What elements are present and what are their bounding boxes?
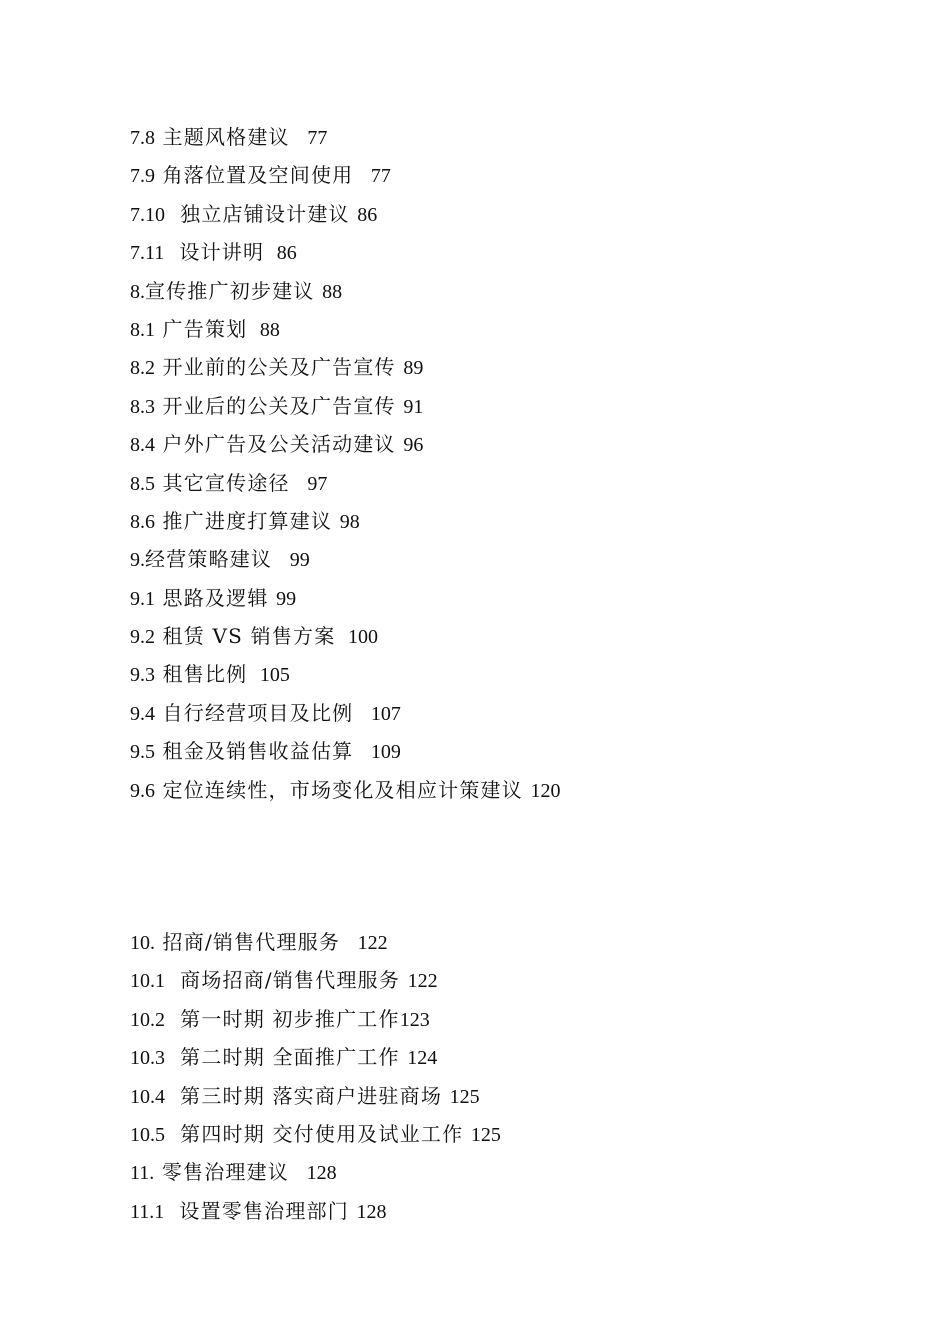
toc-entry[interactable] <box>130 1192 501 1230</box>
toc-entry[interactable] <box>130 195 561 233</box>
entry-number: 9.2 <box>130 626 155 649</box>
toc-entry[interactable] <box>130 579 561 617</box>
entry-title: 设计讲明 <box>164 240 272 265</box>
entry-number: 10.5 <box>130 1123 165 1146</box>
entry-page: 107 <box>360 702 401 725</box>
toc-entry[interactable] <box>130 348 561 386</box>
entry-page: 86 <box>357 203 378 226</box>
entry-number: 8.2 <box>130 357 155 380</box>
entry-number: 7.10 <box>130 203 165 226</box>
entry-number: 10.1 <box>130 970 165 993</box>
toc-section-1 <box>130 118 561 809</box>
entry-page: 88 <box>322 280 343 303</box>
entry-title: 招商/销售代理服务 <box>155 930 348 954</box>
toc-entry[interactable] <box>130 118 561 156</box>
entry-title: 第三时期 落实商户进驻商场 <box>165 1083 450 1108</box>
toc-entry[interactable] <box>130 387 561 425</box>
toc-entry[interactable] <box>130 425 561 463</box>
toc-entry[interactable] <box>130 1038 501 1076</box>
toc-entry[interactable] <box>130 1153 501 1191</box>
entry-number: 8.6 <box>130 510 155 533</box>
entry-number: 7.11 <box>130 242 165 265</box>
entry-title: 设置零售治理部门 <box>164 1198 357 1223</box>
entry-title: 角落位置及空间使用 <box>155 163 361 188</box>
toc-entry[interactable] <box>130 1115 501 1153</box>
entry-number: 9. <box>130 549 145 572</box>
entry-page: 91 <box>403 395 424 418</box>
entry-page: 122 <box>407 970 438 993</box>
toc-entry[interactable] <box>130 233 561 271</box>
entry-page: 120 <box>530 779 561 802</box>
toc-entry[interactable] <box>130 617 561 655</box>
entry-page: 99 <box>276 587 297 610</box>
toc-entry[interactable] <box>130 502 561 540</box>
entry-number: 9.3 <box>130 664 155 687</box>
entry-number: 10. <box>130 932 155 954</box>
entry-number: 9.6 <box>130 779 155 802</box>
entry-page: 98 <box>339 510 360 533</box>
entry-title: 租售比例 <box>155 662 255 687</box>
entry-title: 经营策略建议 <box>145 547 280 572</box>
entry-title: 开业后的公关及广告宣传 <box>155 393 404 418</box>
entry-number: 8.5 <box>130 472 155 495</box>
toc-entry[interactable] <box>130 923 501 961</box>
entry-page: 125 <box>470 1123 501 1146</box>
entry-number: 7.9 <box>130 165 155 188</box>
entry-title: 宣传推广初步建议 <box>145 278 323 303</box>
entry-title: 推广进度打算建议 <box>155 508 340 533</box>
toc-entry[interactable] <box>130 961 501 999</box>
entry-page: 123 <box>399 1008 430 1031</box>
toc-entry[interactable] <box>130 156 561 194</box>
entry-page: 97 <box>297 472 328 495</box>
entry-number: 9.4 <box>130 702 155 725</box>
entry-number: 8.4 <box>130 434 155 457</box>
toc-entry[interactable] <box>130 540 561 578</box>
toc-entry[interactable] <box>130 1000 501 1038</box>
toc-entry[interactable] <box>130 464 561 502</box>
entry-title: 思路及逻辑 <box>155 585 277 610</box>
entry-number: 10.4 <box>130 1085 165 1108</box>
entry-number: 9.5 <box>130 741 155 764</box>
toc-entry[interactable] <box>130 732 561 770</box>
toc-entry[interactable] <box>130 771 561 809</box>
entry-number: 7.8 <box>130 127 155 149</box>
entry-number: 10.3 <box>130 1047 165 1070</box>
toc-entry[interactable] <box>130 1077 501 1115</box>
entry-title: 定位连续性，市场变化及相应计策建议 <box>155 777 531 802</box>
entry-title: 零售治理建议 <box>154 1160 297 1185</box>
entry-title: 独立店铺设计建议 <box>165 201 358 226</box>
entry-title: 其它宣传途径 <box>155 470 298 495</box>
entry-title: 第四时期 交付使用及试业工作 <box>165 1121 471 1146</box>
entry-number: 10.2 <box>130 1008 165 1031</box>
entry-page: 96 <box>403 434 424 457</box>
toc-entry[interactable] <box>130 655 561 693</box>
entry-page: 128 <box>296 1162 337 1185</box>
entry-page: 99 <box>279 549 310 572</box>
entry-page: 77 <box>360 165 391 188</box>
entry-page: 86 <box>271 242 297 265</box>
entry-number: 8. <box>130 280 145 303</box>
entry-page: 105 <box>254 664 290 687</box>
entry-title: 租金及销售收益估算 <box>155 739 361 764</box>
entry-title: 主题风格建议 <box>155 125 298 149</box>
entry-page: 125 <box>449 1085 480 1108</box>
entry-page: 77 <box>297 127 328 149</box>
entry-number: 11.1 <box>130 1200 165 1223</box>
entry-number: 8.1 <box>130 318 155 341</box>
entry-title: 租赁 VS 销售方案 <box>155 624 343 649</box>
toc-entry[interactable] <box>130 310 561 348</box>
toc-entry[interactable] <box>130 694 561 732</box>
toc-section-2 <box>130 923 501 1230</box>
entry-title: 自行经营项目及比例 <box>155 700 361 725</box>
entry-page: 88 <box>254 318 280 341</box>
entry-page: 124 <box>407 1047 438 1070</box>
entry-page: 109 <box>360 741 401 764</box>
entry-title: 商场招商/销售代理服务 <box>165 968 408 993</box>
entry-page: 128 <box>356 1200 387 1223</box>
entry-page: 122 <box>347 932 388 954</box>
entry-number: 8.3 <box>130 395 155 418</box>
entry-title: 第一时期 初步推广工作 <box>165 1006 400 1031</box>
entry-number: 11. <box>130 1162 155 1185</box>
entry-number: 9.1 <box>130 587 155 610</box>
entry-page: 89 <box>403 357 424 380</box>
entry-page: 100 <box>342 626 378 649</box>
entry-title: 户外广告及公关活动建议 <box>155 432 404 457</box>
entry-title: 开业前的公关及广告宣传 <box>155 355 404 380</box>
entry-title: 广告策划 <box>155 316 255 341</box>
entry-title: 第二时期 全面推广工作 <box>165 1045 408 1070</box>
toc-entry[interactable] <box>130 272 561 310</box>
